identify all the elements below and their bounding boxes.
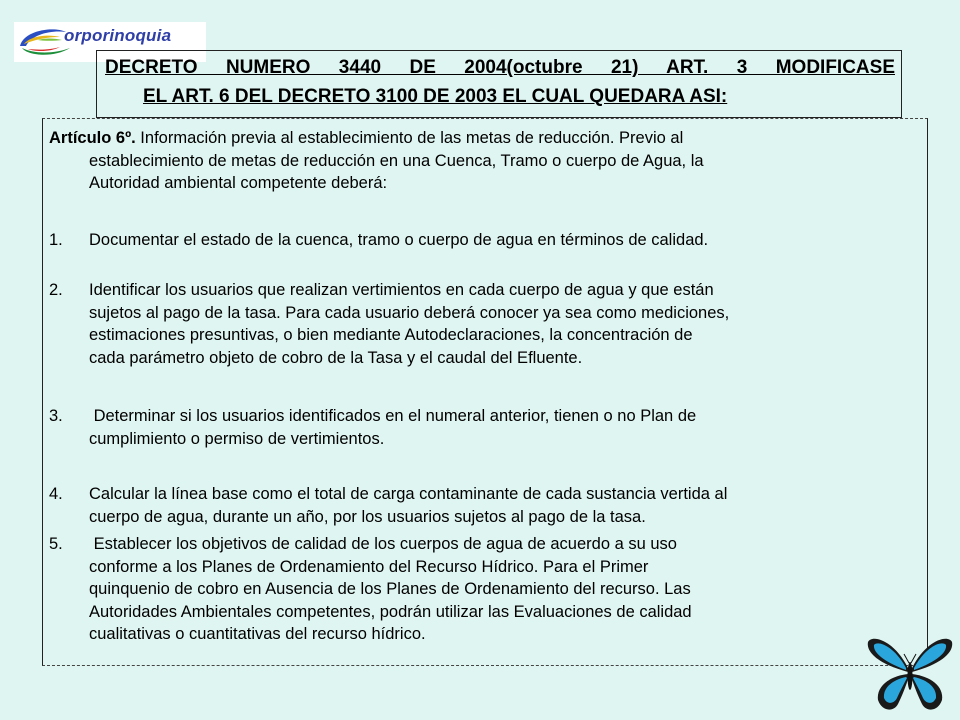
item-number: 5. (49, 535, 63, 553)
item-text: cualitativas o cuantitativas del recurso hídrico. (89, 625, 426, 643)
article-content (42, 118, 928, 666)
item-text: Autoridades Ambientales competentes, podrán utilizar las Evaluaciones de calidad (89, 602, 692, 621)
item-number: 3. (49, 407, 63, 425)
intro-line: establecimiento de metas de reducción en una Cuenca, Tramo o cuerpo de Agua, la (89, 151, 704, 170)
intro-line: Autoridad ambiental competente deberá: (89, 174, 388, 192)
item-text: Calcular la línea base como el total de carga contaminante de cada sustancia vertida al (89, 485, 728, 503)
title-line-2: EL ART. 6 DEL DECRETO 3100 DE 2003 EL CUAL QUEDARA ASI: (143, 86, 728, 107)
item-text: cuerpo de agua, durante un año, por los usuarios sujetos al pago de la tasa. (89, 507, 646, 526)
item-text: cada parámetro objeto de cobro de la Tasa y el caudal del Efluente. (89, 348, 583, 367)
list-item-2 (49, 279, 923, 369)
article-intro (49, 127, 923, 195)
item-text: Documentar el estado de la cuenca, tramo o cuerpo de agua en términos de calidad. (89, 231, 709, 249)
title-box (96, 50, 902, 118)
list-item-5 (49, 533, 923, 646)
item-text: estimaciones presuntivas, o bien mediante Autodeclaraciones, la concentración de (89, 326, 693, 344)
list-item-4 (49, 483, 923, 528)
item-number: 2. (49, 281, 63, 299)
item-text: cumplimiento o permiso de vertimientos. (89, 429, 385, 448)
title-line-1: DECRETO NUMERO 3440 DE 2004(octubre 21) ART. 3 MODIFICASE (105, 57, 895, 78)
item-text: quinquenio de cobro en Ausencia de los Planes de Ordenamiento del recurso. Las (89, 580, 691, 598)
item-number: 4. (49, 485, 63, 503)
item-text: Identificar los usuarios que realizan vertimientos en cada cuerpo de agua y que están (89, 281, 714, 299)
logo-text: orporinoquia (64, 26, 172, 45)
item-text: Determinar si los usuarios identificados en el numeral anterior, tienen o no Plan de (89, 407, 697, 425)
item-text: Establecer los objetivos de calidad de los cuerpos de agua de acuerdo a su uso (89, 535, 677, 553)
list-item-1 (49, 229, 923, 252)
intro-line: Artículo 6º. Información previa al establecimiento de las metas de reducción. Previo al (49, 129, 684, 147)
article-heading: Artículo 6º. (49, 129, 136, 147)
butterfly-icon (864, 630, 956, 716)
item-number: 1. (49, 231, 63, 249)
item-text: conforme a los Planes de Ordenamiento del Recurso Hídrico. Para el Primer (89, 557, 649, 576)
item-text: sujetos al pago de la tasa. Para cada usuario deberá conocer ya sea como mediciones, (89, 303, 730, 322)
list-item-3 (49, 405, 923, 450)
